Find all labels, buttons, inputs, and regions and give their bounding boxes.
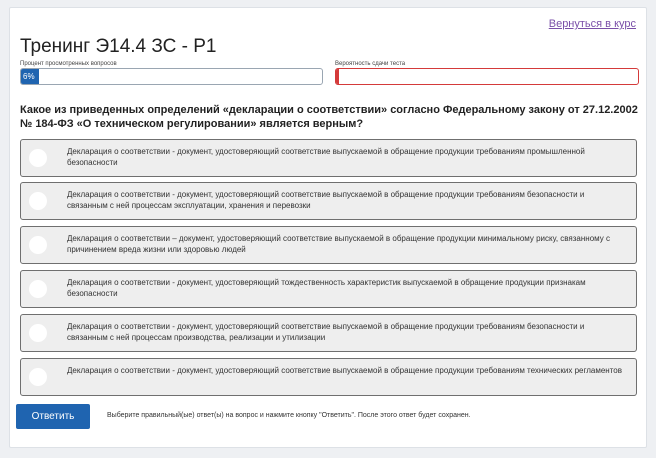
- answer-option-5[interactable]: [20, 314, 637, 352]
- radio-circle-icon[interactable]: [29, 149, 47, 167]
- answer-option-text: Декларация о соответствии - документ, удостоверяющий соответствие выпускаемой в обращение продукции требованиям безопасности и связанным с ней процессам эксплуатации, хранения и перевозки: [67, 190, 585, 210]
- back-to-course-link[interactable]: Вернуться в курс: [548, 18, 636, 30]
- answer-option-1[interactable]: [20, 139, 637, 177]
- answer-option-4[interactable]: [20, 270, 637, 308]
- pass-probability-bar: [335, 68, 639, 85]
- radio-circle-icon[interactable]: [29, 368, 47, 386]
- viewed-progress-fill: 6%: [21, 69, 39, 84]
- pass-probability-label: Вероятность сдачи теста: [335, 61, 406, 67]
- radio-circle-icon[interactable]: [29, 236, 47, 254]
- viewed-progress-bar: [20, 68, 323, 85]
- answer-option-text: Декларация о соответствии - документ, удостоверяющий соответствие выпускаемой в обращение продукции требованиям технических регламентов: [67, 366, 622, 375]
- viewed-percent-label: Процент просмотренных вопросов: [20, 61, 117, 67]
- answer-option-2[interactable]: [20, 182, 637, 220]
- radio-circle-icon[interactable]: [29, 192, 47, 210]
- radio-circle-icon[interactable]: [29, 324, 47, 342]
- radio-circle-icon[interactable]: [29, 280, 47, 298]
- answer-option-6[interactable]: [20, 358, 637, 396]
- training-card: [9, 7, 647, 448]
- answer-option-3[interactable]: [20, 226, 637, 264]
- pass-probability-fill: [336, 69, 339, 84]
- question-text: Какое из приведенных определений «декларации о соответствии» согласно Федеральному закону от 27.12.2002 № 184-ФЗ «О техническом регулировании» является верным?: [20, 104, 638, 130]
- answer-option-text: Декларация о соответствии - документ, удостоверяющий соответствие выпускаемой в обращение продукции требованиям безопасности и связанным с ней процессам производства, реализации и утилизации: [67, 322, 585, 342]
- submit-answer-button[interactable]: Ответить: [16, 404, 90, 429]
- answer-option-text: Декларация о соответствии - документ, удостоверяющий тождественность характеристик выпускаемой в обращение продукции признакам безопасности: [67, 278, 586, 298]
- instruction-hint: Выберите правильный(ые) ответ(ы) на вопрос и нажмите кнопку "Ответить". После этого ответ будет сохранен.: [107, 412, 471, 419]
- page-title: Тренинг Э14.4 ЗС - Р1: [20, 36, 217, 57]
- answer-option-text: Декларация о соответствии – документ, удостоверяющий соответствие выпускаемой в обращение продукции минимальному риску, связанному с причинением вреда жизни или здоровью людей: [67, 234, 610, 254]
- answer-option-text: Декларация о соответствии - документ, удостоверяющий соответствие выпускаемой в обращение продукции требованиям промышленной безопасности: [67, 147, 585, 167]
